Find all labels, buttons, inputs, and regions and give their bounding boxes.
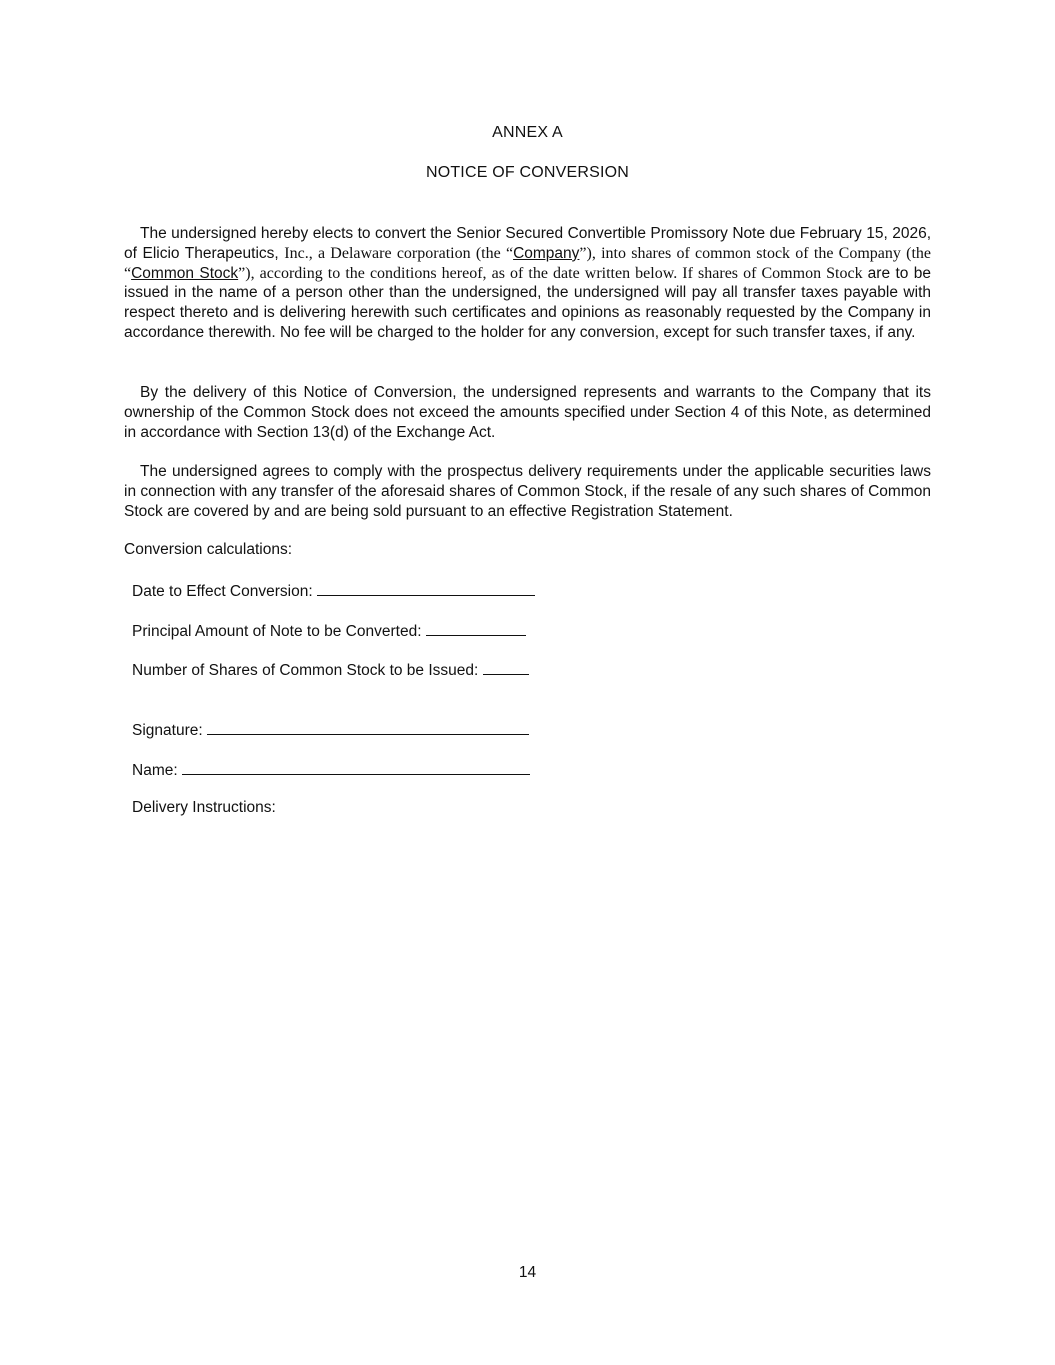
paragraph2-text: By the delivery of this Notice of Conversion, the undersigned represents and warrants to the Company that its ownership of the Common Stock does not exceed the amounts specified under Section 4 of this Note, as determined in accordance with Section 13(d) of the Exchange Act. — [124, 384, 931, 441]
name-row — [132, 760, 530, 780]
principal-amount-label: Principal Amount of Note to be Converted: — [132, 623, 422, 640]
paragraph1-part5: are to be issued in the name of a person other than the undersigned, the undersigned will pay all transfer taxes payable with respect thereto and is delivering herewith such certificates and opinions as reasonably requested by the Company in accordance therewith. No fee will be charged to the holder for any conversion, except for such transfer taxes, if any. — [124, 264, 932, 341]
number-of-shares-label: Number of Shares of Common Stock to be Issued: — [132, 662, 479, 679]
paragraph1-part4: ”), according to the conditions hereof, as of the date written below. If shares of Common Stock — [238, 264, 868, 282]
page-number: 14 — [518, 1264, 537, 1281]
number-of-shares-field[interactable] — [483, 660, 529, 675]
number-of-shares-row — [132, 660, 529, 680]
date-to-effect-conversion-row — [132, 581, 535, 601]
paragraph3-text: The undersigned agrees to comply with the prospectus delivery requirements under the applicable securities laws in connection with any transfer of the aforesaid shares of Common Stock, if the resale of any such shares of Common Stock are covered by and are being sold pursuant to an effective Registration Statement. — [124, 463, 931, 520]
date-to-effect-conversion-label: Date to Effect Conversion: — [132, 583, 313, 600]
company-defined-term: Company — [513, 244, 580, 262]
principal-amount-field[interactable] — [426, 621, 526, 636]
delivery-instructions-label: Delivery Instructions: — [132, 799, 276, 816]
prospectus-delivery-paragraph — [124, 462, 931, 521]
name-label: Name: — [132, 762, 178, 779]
common-stock-defined-term: Common Stock — [131, 264, 239, 282]
document-title: NOTICE OF CONVERSION — [425, 164, 630, 181]
signature-field[interactable] — [207, 720, 529, 735]
name-field[interactable] — [182, 760, 530, 775]
date-to-effect-conversion-field[interactable] — [317, 581, 535, 596]
annex-heading: ANNEX A — [492, 124, 563, 141]
signature-label: Signature: — [132, 722, 203, 739]
principal-amount-row — [132, 621, 526, 641]
paragraph1-part2: Inc., a Delaware corporation (the “ — [284, 244, 514, 262]
paragraph1-part1: The undersigned hereby elects to convert the Senior Secured Convertible Promissory Note due February 15, 2026, of Elicio Therapeutics, — [124, 225, 931, 262]
ownership-representation-paragraph — [124, 383, 931, 442]
conversion-election-paragraph — [124, 224, 931, 343]
signature-row — [132, 720, 529, 740]
paragraph1-part3: ”), into shares of common stock of the Company (the “ — [124, 244, 932, 282]
conversion-calculations-heading: Conversion calculations: — [124, 541, 293, 558]
